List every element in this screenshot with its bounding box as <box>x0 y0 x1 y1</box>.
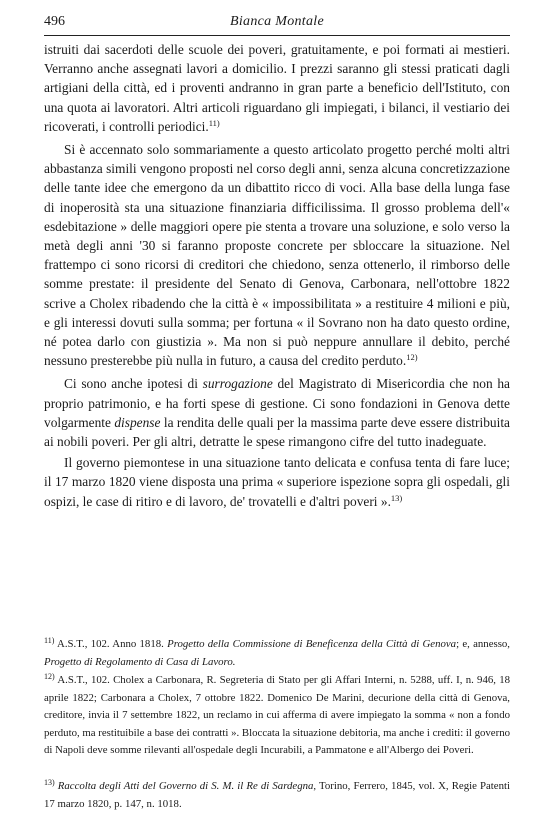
paragraph-3: Ci sono anche ipotesi di surrogazione del Magistrato di Misericordia che non ha proprio patrimonio, e ha forti spese di gestione. Ci sono fondazioni in Genova dette volgarmente dispense la rendita delle quali per la massima parte deve essere distribuita ai nobili poveri. Per gli altri, detratte le spese rimangono cifre del tutto inadeguate. <box>44 376 510 450</box>
paragraph-2: Si è accennato solo sommariamente a questo articolato progetto perché molti altri abbastanza simili vengono proposti nel corso degli anni, senza alcuna concretizzazione delle tante idee che emergono da un dibattito ricco di voci. Alla base della lunga fase di inoperosità sta una situazione finanziaria difficilissima. Il grosso problema dell'« esdebitazione » delle maggiori opere pie stenta a trovare una soluzione, e solo verso la metà degli anni '30 si faranno proposte concrete per sbloccare la situazione. Nel frattempo ci sono ricorsi di creditori che chiedono, senza ottenerlo, il rimborso delle somme prestate: il presidente del Senato di Genova, Carbonara, nell'ottobre 1822 scrive a Cholex ribadendo che la città è « impossibilitata » a restituire 4 milioni e più, e gli interessi dovuti sulla somma; per fortuna « il Sovrano non ha dato questo ordine, né potea darlo con giustizia ». Ma non si può neppure annullare il debito, perché nessuno presterebbe più nulla in futuro, a causa del credito perduto.$^{12)}$ <box>44 142 510 369</box>
footnote-12: $^{12)}$ A.S.T., 102. Cholex a Carbonara, R. Segreteria di Stato per gli Affari Interni, n. 5288, uff. I, n. 946, 18 aprile 1822; Carbonara a Cholex, 7 ottobre 1822. Domenico De Marini, decurione della città di Genova, creditore, invia il 7 settembre 1822, un reclamo in cui afferma di avere impiegato la somma « non a fondo perduto, ma restituibile a base dei contratti ». Bloccata la situazione debitoria, ma anche i crediti: il governo di Napoli deve somme rilevanti all'ospedale degli Incurabili, a Pammatone e all'Albergo dei Poveri. <box>44 672 510 757</box>
running-title: Bianca Montale <box>229 14 324 29</box>
paragraph-1: istruiti dai sacerdoti delle scuole dei poveri, gratuitamente, e poi formati ai mestieri. Verranno anche assegnati lavori a domicilio. I prezzi saranno gli stessi praticati dagli artigiani della città, ed i proventi andranno in gran parte a beneficio dell'Istituto, con una quota ai lavoratori. Altri articoli riguardano gli impiegati, i bilanci, il vestiario dei ricoverati, i controlli periodici.$^{11)}$ <box>44 42 510 134</box>
footnote-13: $^{13)}$ Raccolta degli Atti del Governo di S. M. il Re di Sardegna, Torino, Ferrero, 1845, vol. X, Regie Patenti 17 marzo 1820, p. 147, n. 1018. <box>44 778 510 810</box>
page-number: 496 <box>44 14 65 29</box>
footnote-11: $^{11)}$ A.S.T., 102. Anno 1818. Progetto della Commissione di Beneficenza della Città di Genova; e, annesso, Progetto di Regolamento di Casa di Lavoro. <box>44 636 510 668</box>
term-dispense: dispense <box>114 414 161 430</box>
term-surrogazione: surrogazione <box>202 376 273 392</box>
note-ref-11: 11) <box>208 117 220 128</box>
note-ref-12: 12) <box>406 352 418 363</box>
page-header <box>44 14 510 34</box>
note-ref-13: 13) <box>390 492 403 503</box>
header-rule <box>44 35 510 36</box>
body-text <box>44 40 510 511</box>
paragraph-4: Il governo piemontese in una situazione tanto delicata e confusa tenta di fare luce; il 17 marzo 1820 viene disposta una prima « superiore ispezione sopra gli ospedali, gli ospizi, le case di ritiro e di lavoro, de' trovatelli e d'altri poveri ».$^{13)}$ <box>44 455 510 509</box>
